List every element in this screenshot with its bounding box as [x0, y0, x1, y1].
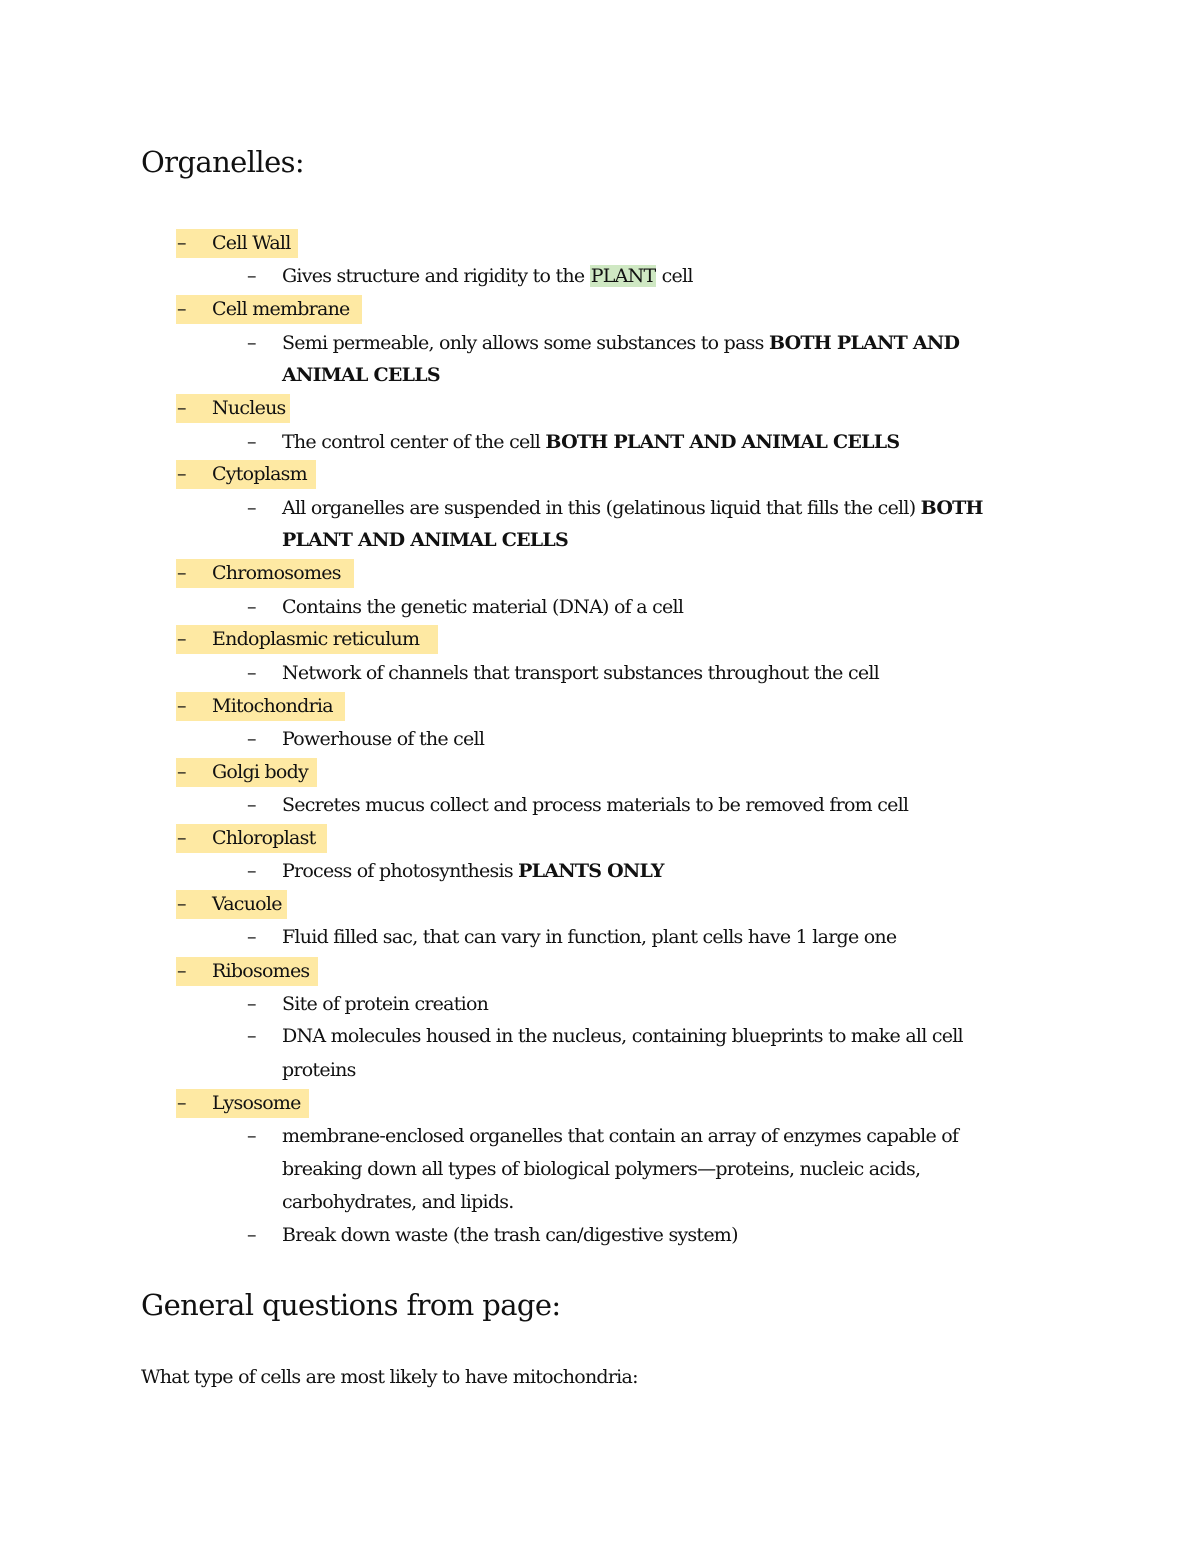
organelle-item [0, 392, 1200, 425]
bullet-dash: – [247, 1025, 256, 1047]
bullet-dash: – [177, 1092, 186, 1114]
organelle-item [0, 227, 1200, 260]
description-item: – Fluid filled sac, that can vary in function, plant cells have 1 large one [0, 921, 1200, 954]
organelle-item [0, 822, 1200, 855]
organelle-name: Cell Wall [212, 232, 291, 254]
bullet-dash: – [247, 993, 256, 1015]
bullet-dash: – [247, 860, 256, 882]
description-item: – The control center of the cell BOTH PLANT AND ANIMAL CELLS [0, 426, 1200, 459]
heading-general-questions: General questions from page: [141, 1288, 561, 1322]
organelle-name: Chromosomes [212, 562, 341, 584]
description-item: – All organelles are suspended in this (gelatinous liquid that fills the cell) BOTH [0, 492, 1200, 525]
bullet-dash: – [247, 596, 256, 618]
description-item: – Powerhouse of the cell [0, 723, 1200, 756]
description-item: – Secretes mucus collect and process materials to be removed from cell [0, 789, 1200, 822]
description-continuation: breaking down all types of biological polymers—proteins, nucleic acids, [282, 1158, 921, 1180]
organelle-name: Nucleus [212, 397, 286, 419]
description-continuation: PLANT AND ANIMAL CELLS [282, 529, 568, 551]
bullet-dash: – [247, 1125, 256, 1147]
organelle-item [0, 888, 1200, 921]
description-item: – DNA molecules housed in the nucleus, containing blueprints to make all cell [0, 1020, 1200, 1053]
bullet-dash: – [247, 265, 256, 287]
bullet-dash: – [247, 728, 256, 750]
description-item: – Process of photosynthesis PLANTS ONLY [0, 855, 1200, 888]
question-text: What type of cells are most likely to have mitochondria: [141, 1366, 638, 1388]
bullet-dash: – [247, 431, 256, 453]
organelle-name: Ribosomes [212, 960, 310, 982]
bullet-dash: – [247, 662, 256, 684]
bullet-dash: – [177, 628, 186, 650]
organelle-name: Endoplasmic reticulum [212, 628, 420, 650]
bullet-dash: – [177, 893, 186, 915]
bullet-dash: – [177, 695, 186, 717]
bullet-dash: – [247, 497, 256, 519]
bullet-dash: – [247, 794, 256, 816]
bullet-dash: – [247, 926, 256, 948]
organelle-item [0, 293, 1200, 326]
description-continuation: ANIMAL CELLS [282, 364, 440, 386]
organelle-name: Cell membrane [212, 298, 350, 320]
plant-highlight: PLANT [590, 265, 656, 287]
description-continuation: proteins [282, 1059, 356, 1081]
bullet-dash: – [177, 761, 186, 783]
bullet-dash: – [177, 562, 186, 584]
description-item: – membrane-enclosed organelles that contain an array of enzymes capable of [0, 1120, 1200, 1153]
bullet-dash: – [177, 960, 186, 982]
organelle-item [0, 955, 1200, 988]
bullet-dash: – [177, 397, 186, 419]
description-item: – Network of channels that transport substances throughout the cell [0, 657, 1200, 690]
bullet-dash: – [177, 463, 186, 485]
organelle-item [0, 1087, 1200, 1120]
organelle-name: Cytoplasm [212, 463, 307, 485]
bullet-dash: – [247, 1224, 256, 1246]
organelle-item [0, 623, 1200, 656]
bullet-dash: – [177, 827, 186, 849]
organelle-name: Chloroplast [212, 827, 316, 849]
bullet-dash: – [177, 298, 186, 320]
organelle-name: Vacuole [212, 893, 282, 915]
description-item: – Semi permeable, only allows some substances to pass BOTH PLANT AND [0, 327, 1200, 360]
description-item: – Site of protein creation [0, 988, 1200, 1021]
description-item: – Contains the genetic material (DNA) of a cell [0, 591, 1200, 624]
organelle-item [0, 458, 1200, 491]
organelle-name: Lysosome [212, 1092, 301, 1114]
organelle-item [0, 557, 1200, 590]
description-item: – Break down waste (the trash can/digestive system) [0, 1219, 1200, 1252]
heading-organelles: Organelles: [141, 145, 305, 179]
organelle-item [0, 756, 1200, 789]
organelle-item [0, 690, 1200, 723]
bullet-dash: – [247, 332, 256, 354]
description-item: – Gives structure and rigidity to the PLANT cell [0, 260, 1200, 293]
bullet-dash: – [177, 232, 186, 254]
description-continuation: carbohydrates, and lipids. [282, 1191, 514, 1213]
organelle-name: Mitochondria [212, 695, 333, 717]
organelle-name: Golgi body [212, 761, 308, 783]
